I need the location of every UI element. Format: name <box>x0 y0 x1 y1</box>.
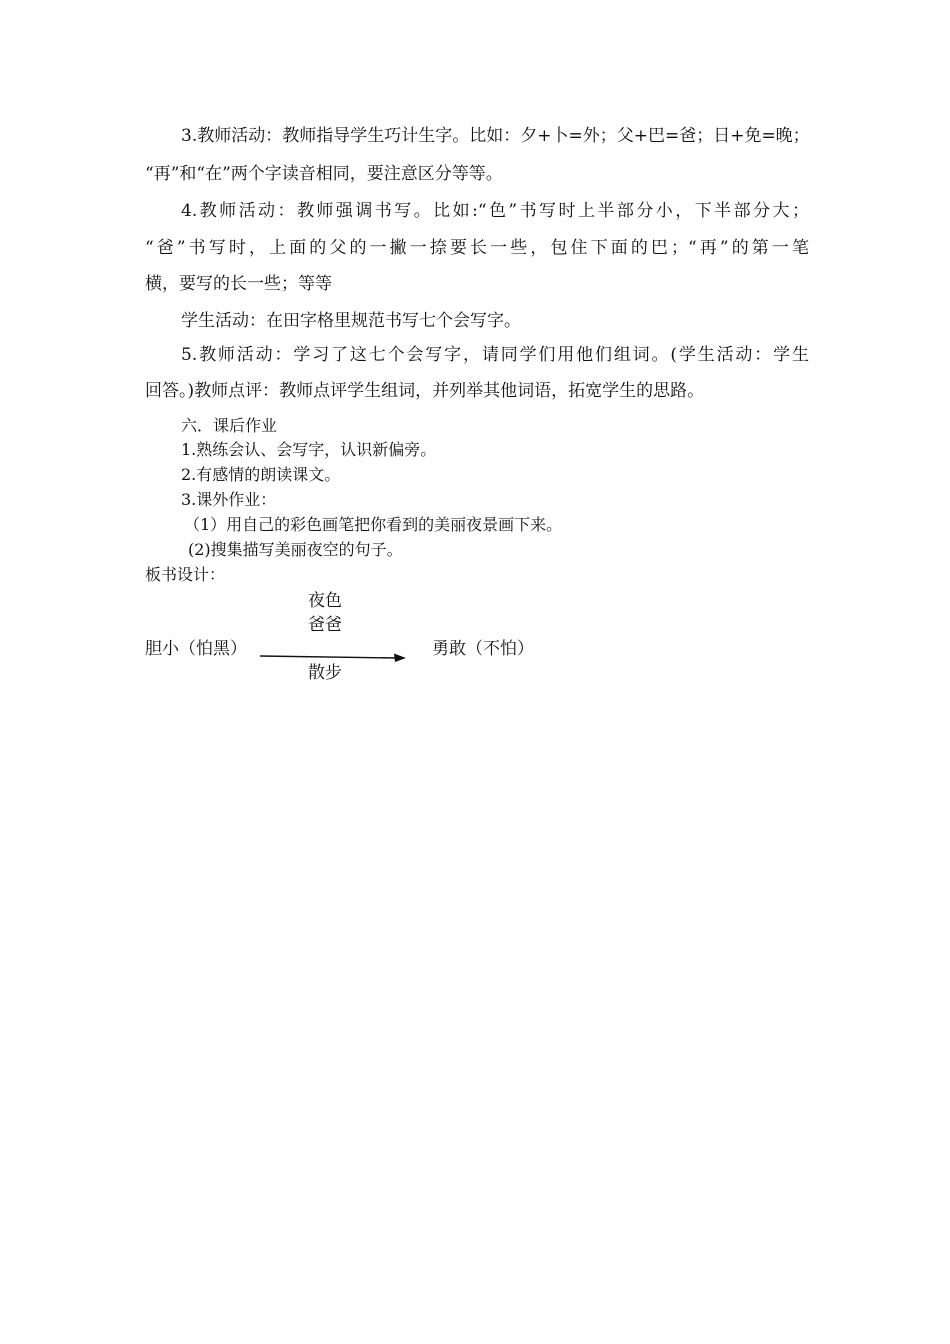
paragraph-3-line-1: 3.教师活动：教师指导学生巧计生字。比如：夕+卜=外；父+巴=爸；日+免=晚； <box>181 126 810 146</box>
paragraph-4-line-2: “爸”书写时，上面的父的一撇一捺要长一些，包住下面的巴；“再”的第一笔 <box>145 238 809 258</box>
paragraph-4-line-1: 4.教师活动：教师强调书写。比如:“色”书写时上半部分小，下半部分大； <box>181 201 809 221</box>
homework-heading: 六．课后作业 <box>181 416 278 435</box>
homework-item-1: 1.熟练会认、会写字，认识新偏旁。 <box>181 440 437 459</box>
board-top-word-2: 爸爸 <box>308 615 342 635</box>
paragraph-4-line-3: 横，要写的长一些；等等 <box>145 274 332 294</box>
board-bottom-word: 散步 <box>308 663 342 683</box>
student-activity-line: 学生活动：在田字格里规范书写七个会写字。 <box>181 311 521 331</box>
board-right-phrase: 勇敢（不怕） <box>432 639 534 659</box>
homework-item-2: 2.有感情的朗读课文。 <box>181 465 341 484</box>
paragraph-3-line-2: “再”和“在”两个字读音相同，要注意区分等等。 <box>145 164 503 184</box>
homework-item-3: 3.课外作业： <box>181 490 277 509</box>
homework-subitem-2: (2)搜集描写美丽夜空的句子。 <box>188 540 403 559</box>
board-design-heading: 板书设计： <box>145 565 226 584</box>
homework-subitem-1: （1）用自己的彩色画笔把你看到的美丽夜景画下来。 <box>184 515 563 534</box>
paragraph-5-line-2: 回答。)教师点评：教师点评学生组词，并列举其他词语，拓宽学生的思路。 <box>145 381 705 401</box>
paragraph-5-line-1: 5.教师活动：学习了这七个会写字，请同学们用他们组词。(学生活动：学生 <box>181 345 809 365</box>
board-top-word-1: 夜色 <box>308 591 342 611</box>
board-left-phrase: 胆小（怕黑） <box>145 639 247 659</box>
